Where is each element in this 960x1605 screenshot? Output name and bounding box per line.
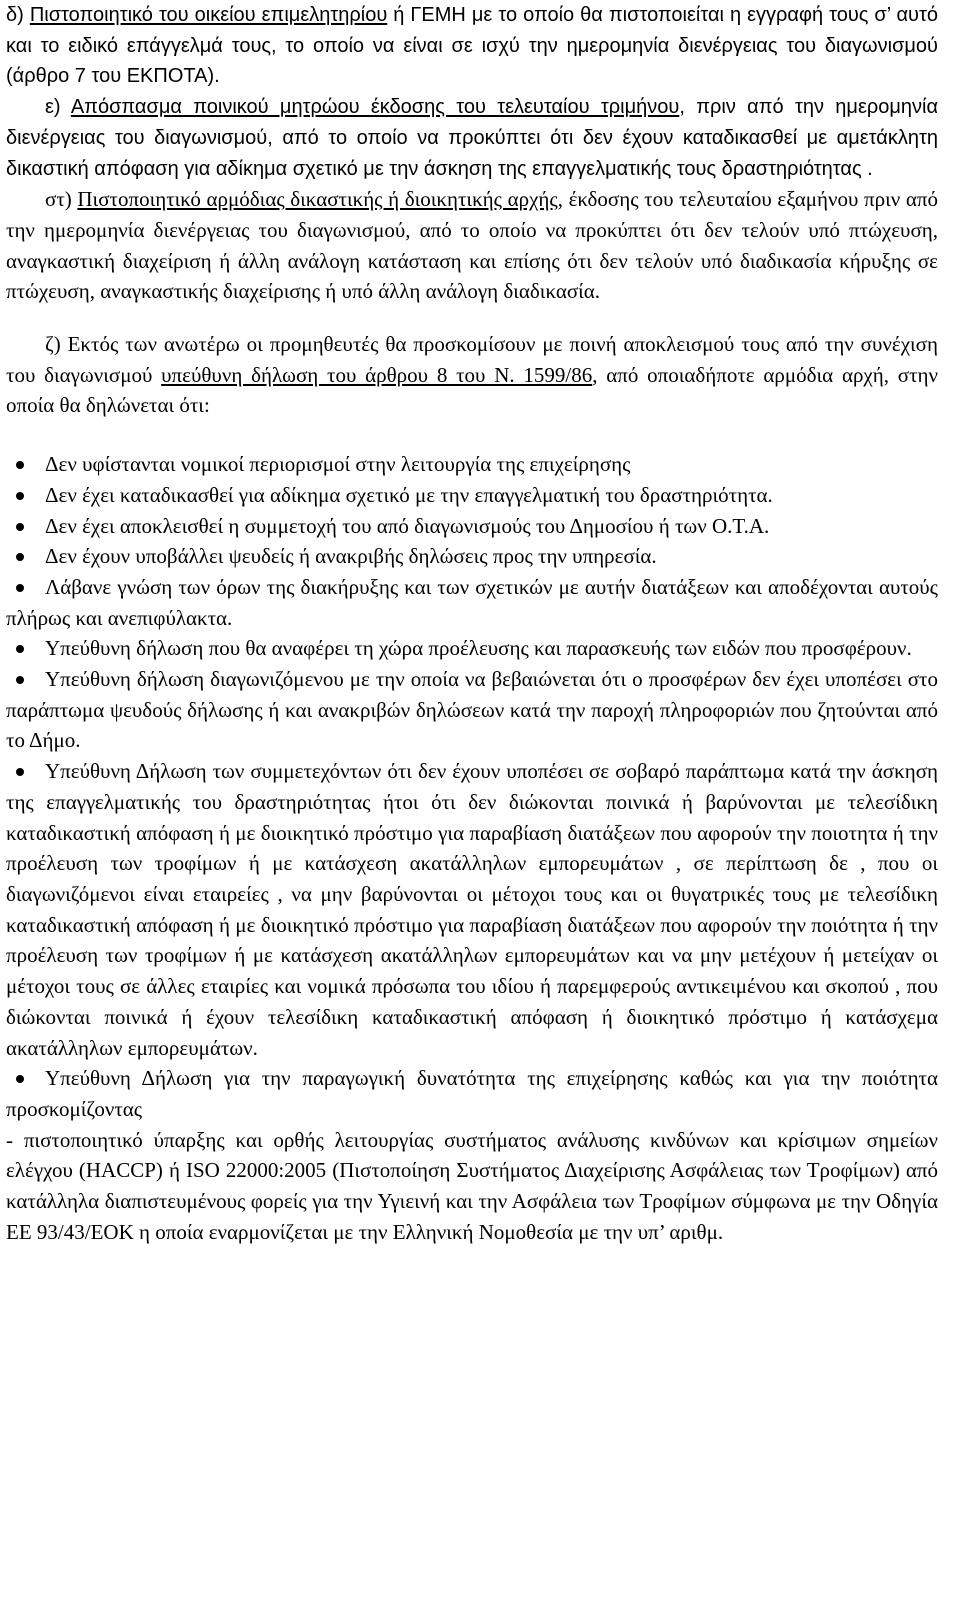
list-item xyxy=(6,480,938,511)
section-e-text: , πριν από την ημερομηνία διενέργειας του διαγωνισμού, από το οποίο να προκύπτει ότι δεν έχουν καταδικασθεί με αμετάκλητη δικαστική απόφαση για αδίκημα σχετικό με την άσκηση της επαγγελματικής τους δραστηριότητας . xyxy=(6,96,939,180)
section-z-link: υπεύθυνη δήλωση του άρθρου 8 του Ν. 1599/86 xyxy=(161,362,593,387)
section-d-link: Πιστοποιητικό του οικείου επιμελητηρίου xyxy=(29,4,388,26)
spacer xyxy=(6,307,938,329)
section-z xyxy=(6,329,938,421)
section-e-link: Απόσπασμα ποινικού μητρώου έκδοσης του τελευταίου τριμήνου xyxy=(70,96,680,119)
list-item-text: Λάβανε γνώση των όρων της διακήρυξης και των σχετικών με αυτήν διατάξεων και αποδέχονται αυτούς πλήρως και ανεπιφύλακτα. xyxy=(6,574,938,630)
bullet-icon xyxy=(16,461,24,469)
list-item xyxy=(6,511,938,542)
section-d xyxy=(6,0,938,92)
bullet-icon xyxy=(16,645,24,653)
list-item-text: Υπεύθυνη Δήλωση των συμμετεχόντων ότι δεν έχουν υποπέσει σε σοβαρό παράπτωμα κατά την άσκηση της επαγγελματικής του δραστηριότητας ήτοι ότι δεν διώκονται ποινικά ή βαρύνονται με τελεσίδικη καταδικαστική απόφαση ή με διοικητικό πρόστιμο για παραβίαση διατάξεων που αφορούν την ποιοτητα ή την προέλευση των τροφίμων ή με κατάσχεση ακατάλληλων εμπορευμάτων , σε περίπτωση δε , που οι διαγωνιζόμενοι είναι εταιρείες , να μην βαρύνονται οι μέτοχοι τους και οι θυγατρικές τους με τελεσίδικη καταδικαστική απόφαση ή με διοικητικό πρόστιμο για παραβίαση διατάξεων που αφορούν την ποιότητα ή την προέλευση των τροφίμων ή με κατάσχεση ακατάλληλων εμπορευμάτων και να μην μετέχουν ή μετείχαν οι μέτοχοι τους σε άλλες εταιρίες και νομικά πρόσωπα του ιδίου ή παρεμφερούς αντικειμένου και σκοπού , που διώκονται ποινικά ή έχουν τελεσίδικη καταδικαστική απόφαση ή διοικητικό πρόστιμο ή κατάσχεμα ακατάλληλων εμπορευμάτων. xyxy=(6,759,938,1060)
certificate-paragraph: - πιστοποιητικό ύπαρξης και ορθής λειτουργίας συστήματος ανάλυσης κινδύνων και κρίσιμων σημείων ελέγχου (HACCP) ή ISO 22000:2005 (Πιστοποίηση Συστήματος Διαχείρισης Ασφάλειας των Τροφίμων) από κατάλληλα διαπιστευμένους φορείς για την Υγιεινή και την Ασφάλεια των Τροφίμων σύμφωνα με την Οδηγία ΕΕ 93/43/ΕΟΚ η οποία εναρμονίζεται με την Ελληνική Νομοθεσία με την υπ’ αριθμ. xyxy=(6,1127,938,1244)
section-z-text-before: ζ) Εκτός των ανωτέρω οι προμηθευτές θα προσκομίσουν με ποινή αποκλεισμού τους από την συνέχιση του διαγωνισμού xyxy=(6,332,938,387)
list-item-text: Υπεύθυνη Δήλωση για την παραγωγική δυνατότητα της επιχείρησης καθώς και για την ποιότητα προσκομίζοντας xyxy=(6,1066,938,1121)
section-d-prefix: δ) xyxy=(6,4,30,26)
section-e xyxy=(6,92,938,184)
bullet-icon xyxy=(16,676,24,684)
list-item-text: Υπεύθυνη δήλωση που θα αναφέρει τη χώρα προέλευσης και παρασκευής των ειδών που προσφέρουν. xyxy=(45,636,912,661)
list-item-text: Δεν υφίστανται νομικοί περιορισμοί στην λειτουργία της επιχείρησης xyxy=(45,452,631,477)
list-item-text: Υπεύθυνη δήλωση διαγωνιζόμενου με την οποία να βεβαιώνεται ότι ο προσφέρων δεν έχει υποπέσει στο παράπτωμα ψευδούς δήλωσης ή και ανακριβών δηλώσεων κατά την παροχή πληροφοριών που ζητούνται από το Δήμο. xyxy=(6,667,938,753)
section-e-prefix: ε) xyxy=(45,96,71,119)
section-z-text-after: , από οποιαδήποτε αρμόδια αρχή, στην οποία θα δηλώνεται ότι: xyxy=(6,362,938,418)
list-item xyxy=(6,756,938,1063)
list-item xyxy=(6,449,938,480)
list-item-text: Δεν έχει καταδικασθεί για αδίκημα σχετικό με την επαγγελματική του δραστηριότητα. xyxy=(45,482,773,507)
bullet-icon xyxy=(16,492,24,500)
bullet-icon xyxy=(16,584,24,592)
section-st-prefix: στ) xyxy=(45,187,78,212)
section-st-text: , έκδοσης του τελευταίου εξαμήνου πριν από την ημερομηνία διενέργειας του διαγωνισμού, από το οποίο να προκύπτει ότι δεν τελούν υπό πτώχευση, αναγκαστική διαχείριση ή άλλη ανάλογη κατάσταση και επίσης ότι δεν τελούν υπό διαδικασία κήρυξης σε πτώχευση, αναγκαστικής διαχείρισης ή υπό άλλη ανάλογη διαδικασία. xyxy=(6,187,938,304)
section-st xyxy=(6,184,938,307)
list-item xyxy=(6,664,938,756)
bullet-icon xyxy=(16,553,24,561)
list-item xyxy=(6,541,938,572)
list-item-text: Δεν έχει αποκλεισθεί η συμμετοχή του από διαγωνισμούς του Δημοσίου ή των Ο.Τ.Α. xyxy=(45,513,770,538)
list-item xyxy=(6,572,938,633)
bullet-icon xyxy=(16,523,24,531)
declaration-list xyxy=(6,449,938,1124)
spacer xyxy=(6,421,938,449)
bullet-icon xyxy=(16,1075,24,1083)
list-item xyxy=(6,1063,938,1124)
list-item xyxy=(6,633,938,664)
section-st-link: Πιστοποιητικό αρμόδιας δικαστικής ή διοικητικής αρχής xyxy=(77,187,558,212)
list-item-text: Δεν έχουν υποβάλλει ψευδείς ή ανακριβής δηλώσεις προς την υπηρεσία. xyxy=(45,544,657,569)
section-d-text: ή ΓΕΜΗ με το οποίο θα πιστοποιείται η εγγραφή τους σ’ αυτό και το ειδικό επάγγελμά τους, το οποίο να είναι σε ισχύ την ημερομηνία διενέργειας του διαγωνισμού (άρθρο 7 του ΕΚΠΟΤΑ). xyxy=(6,4,938,88)
bullet-icon xyxy=(16,768,24,776)
